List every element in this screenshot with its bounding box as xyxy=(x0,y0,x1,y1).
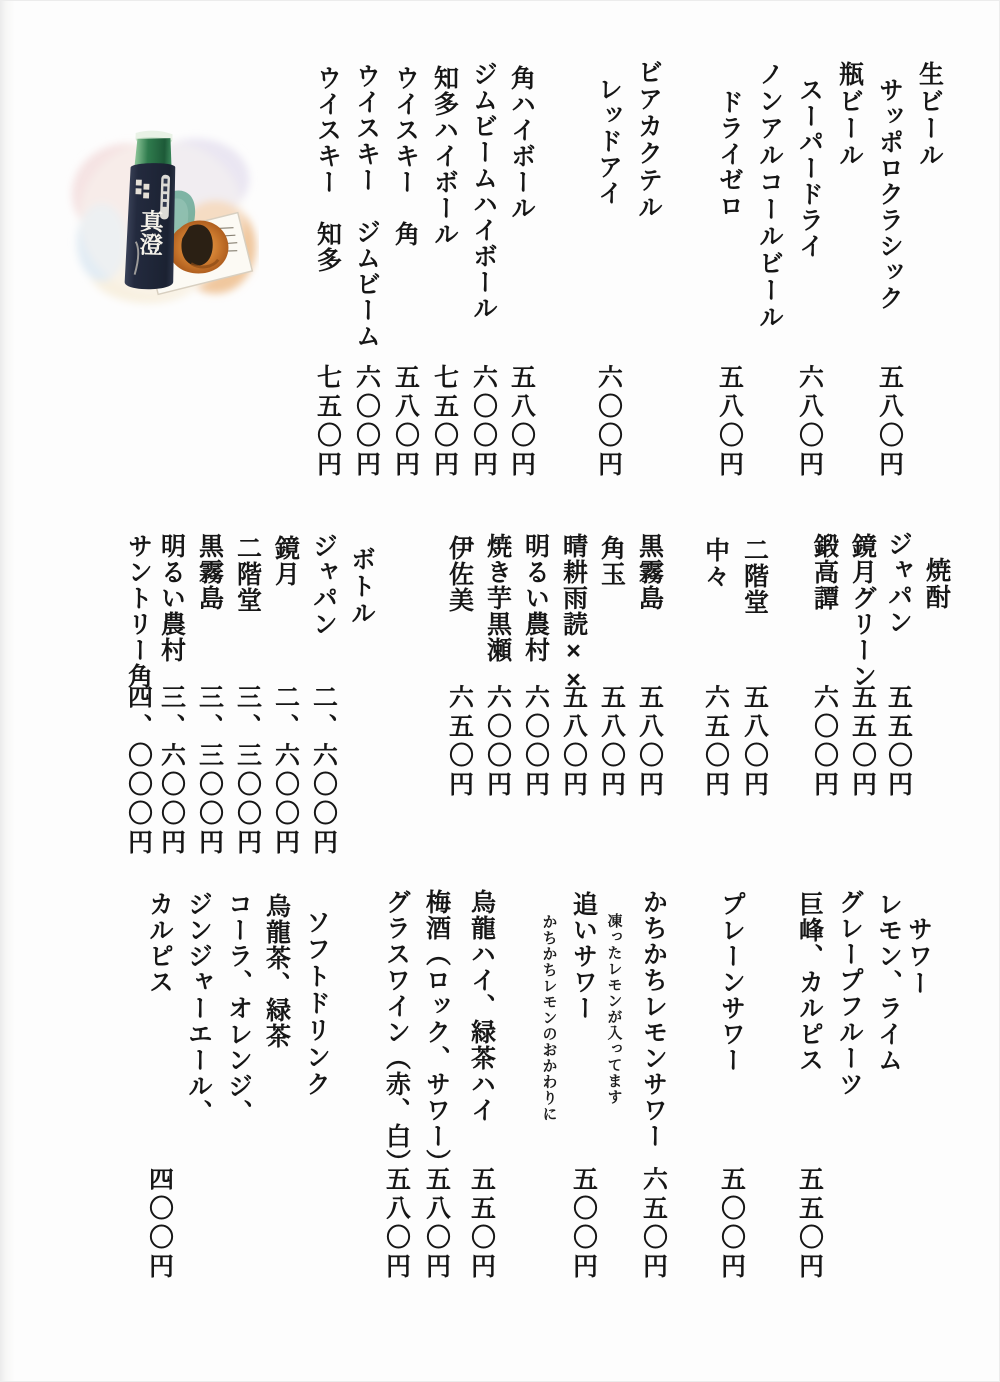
shochu-item-price xyxy=(515,684,555,800)
sour-item-price xyxy=(789,1166,829,1282)
bottle-item-name xyxy=(265,535,305,587)
section-header-beer xyxy=(909,61,949,169)
beer-item-price xyxy=(789,364,829,480)
sour-item-note-text: 凍ったレモンが入ってます xyxy=(605,913,623,1105)
beer-item-price-text: 六〇〇円 xyxy=(594,364,623,480)
shochu-item-name xyxy=(804,533,844,611)
sour-item-name-text: 梅酒（ロック、サワー） xyxy=(422,889,451,1175)
bottle-item-price-text: 三、六〇〇円 xyxy=(157,684,186,858)
shochu-item-name-text: 中々 xyxy=(701,537,730,589)
softdrink-item-name-line xyxy=(178,891,218,1125)
shochu-item-name xyxy=(477,533,517,663)
shochu-item-name-text: 明るい農村 xyxy=(521,533,550,663)
sour-item-note-text: かちかちレモンのおかわりに xyxy=(540,914,558,1122)
shochu-item-price-text: 六〇〇円 xyxy=(810,684,839,800)
beer-item-price xyxy=(588,364,628,480)
sour-item-price-text: 五五〇円 xyxy=(795,1166,824,1282)
beer-item-name-text: ドライゼロ xyxy=(715,89,744,219)
bottle-item-name-text: 二階堂 xyxy=(233,535,262,613)
softdrink-item-name-line-text: コーラ、オレンジ、 xyxy=(224,891,253,1125)
softdrink-item-name-line xyxy=(218,891,258,1125)
shochu-item-price-text: 六〇〇円 xyxy=(483,684,512,800)
shochu-item-price xyxy=(734,684,774,800)
sour-item-name-line xyxy=(829,889,869,1097)
section-header-beer-text: 瓶ビール xyxy=(835,61,864,169)
shochu-item-name-text: ジャパン xyxy=(884,531,913,635)
sour-item-price-text: 五八〇円 xyxy=(422,1166,451,1282)
bottle-item-price-text: 三、三〇〇円 xyxy=(233,684,262,858)
section-header-beer xyxy=(829,61,869,169)
shochu-item-price xyxy=(591,684,631,800)
softdrink-item-name-line-text: 烏龍茶、緑茶 xyxy=(262,893,291,1049)
bottle-item-name-text: サントリー角 xyxy=(124,533,153,689)
beer-item-price xyxy=(346,364,386,480)
bottle-item-name xyxy=(303,533,343,637)
shochu-item-price xyxy=(804,684,844,800)
sour-item-price-text: 六五〇円 xyxy=(639,1166,668,1282)
shochu-item-name xyxy=(695,537,735,589)
sour-item-price xyxy=(461,1166,501,1282)
bottle-item-price-text: 三、三〇〇円 xyxy=(195,684,224,858)
sour-item-name-text: 烏龍ハイ、緑茶ハイ xyxy=(467,889,496,1123)
sour-item-price xyxy=(376,1166,416,1282)
section-header-shochu xyxy=(916,557,956,611)
beer-item-name xyxy=(501,65,541,221)
section-header-beer xyxy=(749,61,789,331)
sour-item-name-line-text: レモン、ライム xyxy=(874,891,903,1073)
beer-item-name xyxy=(588,76,628,206)
menu-columns xyxy=(1,1,999,1381)
beer-item-name xyxy=(869,77,909,311)
shochu-item-price xyxy=(695,684,735,800)
shochu-item-name-text: 伊佐美 xyxy=(445,535,474,613)
beer-item-price-text: 七五〇円 xyxy=(430,364,459,480)
shochu-item-name-text: 鏡月グリーン xyxy=(848,533,877,689)
bottle-item-price-text: 二、六〇〇円 xyxy=(309,684,338,858)
shochu-item-name xyxy=(553,533,593,695)
section-header-softdrink-text: ソフトドリンク xyxy=(302,909,331,1098)
sour-item-note xyxy=(529,914,569,1122)
bottle-item-name xyxy=(189,533,229,611)
beer-item-price-text: 五八〇円 xyxy=(507,364,536,480)
shochu-item-price-text: 五八〇円 xyxy=(597,684,626,800)
beer-item-name-text: スーパードライ xyxy=(795,77,824,259)
shochu-item-price-text: 五八〇円 xyxy=(559,684,588,800)
beer-item-name xyxy=(709,89,749,219)
shochu-item-price-text: 六五〇円 xyxy=(701,684,730,800)
sour-item-name-text: グラスワイン（赤、白） xyxy=(382,889,411,1175)
section-header-beer xyxy=(628,59,668,221)
section-header-bottle xyxy=(341,546,381,627)
sour-item-name-text: 追いサワー xyxy=(569,891,598,1021)
bottle-item-price xyxy=(189,684,229,858)
bottle-item-name xyxy=(227,535,267,613)
sour-item-price xyxy=(563,1166,603,1282)
sour-item-name-text: かちかちレモンサワー xyxy=(639,889,668,1149)
shochu-item-price-text: 五八〇円 xyxy=(635,684,664,800)
beer-item-name xyxy=(424,65,464,247)
beer-item-price-text: 六八〇円 xyxy=(795,364,824,480)
bottle-item-price xyxy=(303,684,343,858)
shochu-item-name-text: 黒霧島 xyxy=(635,533,664,611)
beer-item-price xyxy=(869,364,909,480)
beer-item-name-text: サッポロクラシック xyxy=(875,77,904,311)
beer-item-price-text: 六〇〇円 xyxy=(469,364,498,480)
beer-item-price xyxy=(463,364,503,480)
shochu-item-name-text: 晴耕雨読×× xyxy=(559,533,588,695)
beer-item-name xyxy=(346,63,386,349)
shochu-item-price xyxy=(553,684,593,800)
sour-item-name-line-text: 巨峰、カルピス xyxy=(795,891,824,1073)
shochu-item-price-text: 五八〇円 xyxy=(740,684,769,800)
shochu-item-price xyxy=(878,684,918,800)
sour-item-name-text: プレーンサワー xyxy=(717,891,746,1073)
sour-item-price-text: 五八〇円 xyxy=(382,1166,411,1282)
beer-item-name xyxy=(307,65,347,273)
sour-item-price xyxy=(711,1166,751,1282)
beer-item-name-text: 角ハイボール xyxy=(507,65,536,221)
sour-item-price-text: 五五〇円 xyxy=(467,1166,496,1282)
shochu-item-name xyxy=(842,533,882,689)
beer-item-price-text: 六〇〇円 xyxy=(352,364,381,480)
softdrink-item-name-line-text: ジンジャーエール、 xyxy=(184,891,213,1125)
sour-item-price xyxy=(633,1166,673,1282)
sour-item-name xyxy=(633,889,673,1149)
bottle-item-price xyxy=(227,684,267,858)
beer-item-name xyxy=(463,61,503,321)
shochu-item-price-text: 五五〇円 xyxy=(884,684,913,800)
sour-item-price-text: 五〇〇円 xyxy=(717,1166,746,1282)
shochu-item-name-text: 角玉 xyxy=(597,535,626,587)
beer-item-price-text: 七五〇円 xyxy=(313,364,342,480)
bottle-item-name-text: 鏡月 xyxy=(271,535,300,587)
shochu-item-name xyxy=(878,531,918,635)
bottle-item-name-text: 明るい農村 xyxy=(157,533,186,663)
sour-item-name-line xyxy=(868,891,908,1073)
beer-item-price-text: 五八〇円 xyxy=(391,364,420,480)
softdrink-item-price-text: 四〇〇円 xyxy=(145,1166,174,1282)
sour-item-name xyxy=(376,889,416,1175)
shochu-item-name xyxy=(439,535,479,613)
bottle-item-name xyxy=(118,533,158,689)
shochu-item-price xyxy=(477,684,517,800)
softdrink-item-name-line-text: カルピス xyxy=(145,891,174,995)
bottle-item-price-text: 四、〇〇〇円 xyxy=(124,684,153,858)
section-header-softdrink xyxy=(296,909,336,1098)
softdrink-item-name-line xyxy=(139,891,179,995)
sour-item-name xyxy=(461,889,501,1123)
shochu-item-price xyxy=(842,684,882,800)
section-header-beer-text: ビアカクテル xyxy=(634,59,663,221)
bottle-item-price xyxy=(265,684,305,858)
section-header-sour-text: サワー xyxy=(904,916,933,997)
shochu-item-price-text: 五五〇円 xyxy=(848,684,877,800)
sour-item-name xyxy=(416,889,456,1175)
sour-item-name-line-text: グレープフルーツ xyxy=(835,889,864,1097)
beer-item-price xyxy=(709,364,749,480)
shochu-item-name xyxy=(629,533,669,611)
section-header-beer-text: 生ビール xyxy=(915,61,944,169)
sour-item-name-line xyxy=(789,891,829,1073)
beer-item-name xyxy=(789,77,829,259)
sour-item-name xyxy=(711,891,751,1073)
beer-item-name-text: ウイスキー 角 xyxy=(391,65,420,247)
section-header-bottle-text: ボトル xyxy=(347,546,376,627)
bottle-label: 真澄 xyxy=(135,208,164,257)
sour-item-price-text: 五〇〇円 xyxy=(569,1166,598,1282)
bottle-item-name-text: ジャパン xyxy=(309,533,338,637)
beer-item-name-text: ウイスキー 知多 xyxy=(313,65,342,273)
beer-item-price xyxy=(385,364,425,480)
beer-item-price xyxy=(307,364,347,480)
beer-item-name-text: レッドアイ xyxy=(594,76,623,206)
beer-item-name-text: 知多ハイボール xyxy=(430,65,459,247)
beer-item-price xyxy=(424,364,464,480)
bottle-item-price xyxy=(118,684,158,858)
beer-item-price-text: 五八〇円 xyxy=(715,364,744,480)
bottle-item-name-text: 黒霧島 xyxy=(195,533,224,611)
softdrink-item-price xyxy=(139,1166,179,1282)
shochu-item-price-text: 六〇〇円 xyxy=(521,684,550,800)
shochu-item-name xyxy=(591,535,631,587)
shochu-item-price xyxy=(439,684,479,800)
shochu-item-name xyxy=(734,537,774,615)
shochu-item-name xyxy=(515,533,555,663)
bottle-item-price-text: 二、六〇〇円 xyxy=(271,684,300,858)
sour-item-name xyxy=(563,891,603,1021)
shochu-item-price-text: 六五〇円 xyxy=(445,684,474,800)
beer-item-price-text: 五八〇円 xyxy=(875,364,904,480)
shochu-item-name-text: 焼き芋黒瀬 xyxy=(483,533,512,663)
beer-item-price xyxy=(501,364,541,480)
beer-item-name xyxy=(385,65,425,247)
shochu-item-price xyxy=(629,684,669,800)
section-header-beer-text: ノンアルコールビール xyxy=(755,61,784,331)
section-header-shochu-text: 焼酎 xyxy=(922,557,951,611)
beer-item-name-text: ジムビームハイボール xyxy=(469,61,498,321)
beer-item-name-text: ウイスキー ジムビーム xyxy=(352,63,381,349)
shochu-item-name-text: 二階堂 xyxy=(740,537,769,615)
softdrink-item-name-line xyxy=(256,893,296,1049)
shochu-item-name-text: 鍛高譚 xyxy=(810,533,839,611)
sour-item-price xyxy=(416,1166,456,1282)
